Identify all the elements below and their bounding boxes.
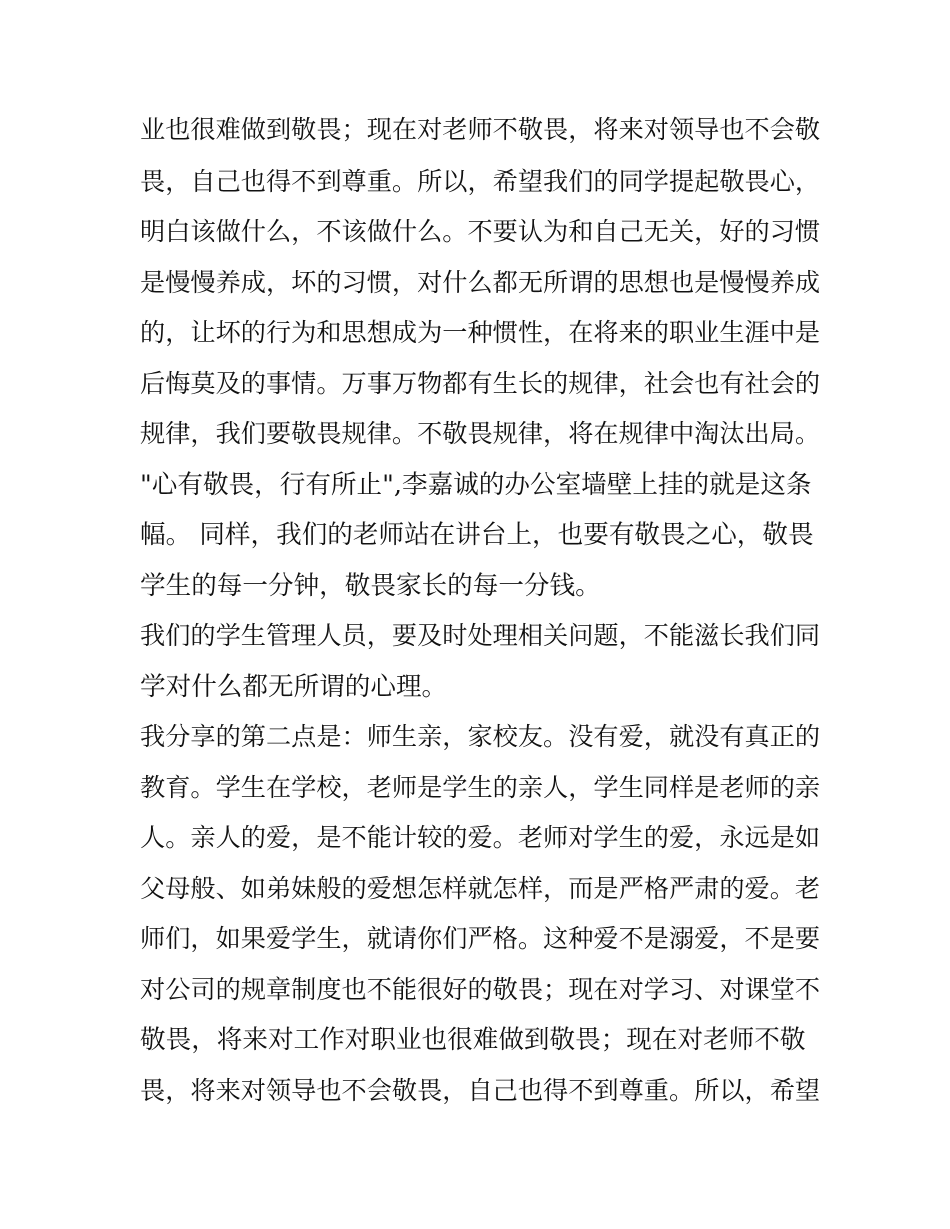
text-line: 教育。学生在学校，老师是学生的亲人，学生同样是老师的亲: [140, 773, 821, 802]
text-line: 幅。 同样，我们的老师站在讲台上，也要有敬畏之心，敬畏: [140, 520, 814, 550]
text-line: 畏，将来对领导也不会敬畏，自己也得不到尊重。所以，希望: [140, 1076, 821, 1105]
text-line: 我们的学生管理人员，要及时处理相关问题，不能滋长我们同: [140, 621, 821, 650]
text-line: 父母般、如弟妹般的爱想怎样就怎样，而是严格严肃的爱。老: [140, 874, 821, 903]
text-line: 人。亲人的爱，是不能计较的爱。老师对学生的爱，永远是如: [140, 823, 821, 852]
text-line: 我分享的第二点是：师生亲，家校友。没有爱，就没有真正的: [140, 722, 821, 751]
text-line: 明白该做什么，不该做什么。不要认为和自己无关，好的习惯: [140, 217, 821, 246]
text-line: "心有敬畏，行有所止",李嘉诚的办公室墙壁上挂的就是这条: [140, 470, 812, 500]
text-line: 对公司的规章制度也不能很好的敬畏；现在对学习、对课堂不: [140, 975, 821, 1004]
text-line: 敬畏，将来对工作对职业也很难做到敬畏；现在对老师不敬: [140, 1025, 806, 1055]
text-line: 业也很难做到敬畏；现在对老师不敬畏，将来对领导也不会敬: [140, 115, 821, 144]
text-line: 师们，如果爱学生，就请你们严格。这种爱不是溺爱，不是要: [140, 924, 821, 953]
text-line: 是慢慢养成，坏的习惯，对什么都无所谓的思想也是慢慢养成: [140, 268, 821, 297]
text-line: 规律，我们要敬畏规律。不敬畏规律，将在规律中淘汰出局。: [140, 419, 821, 448]
text-line: 学对什么都无所谓的心理。: [140, 672, 448, 702]
text-line: 畏，自己也得不到尊重。所以，希望我们的同学提起敬畏心，: [140, 167, 821, 196]
text-line: 学生的每一分钟，敬畏家长的每一分钱。: [140, 571, 601, 601]
text-line: 后悔莫及的事情。万事万物都有生长的规律，社会也有社会的: [140, 369, 821, 398]
text-line: 的，让坏的行为和思想成为一种惯性，在将来的职业生涯中是: [140, 318, 821, 347]
